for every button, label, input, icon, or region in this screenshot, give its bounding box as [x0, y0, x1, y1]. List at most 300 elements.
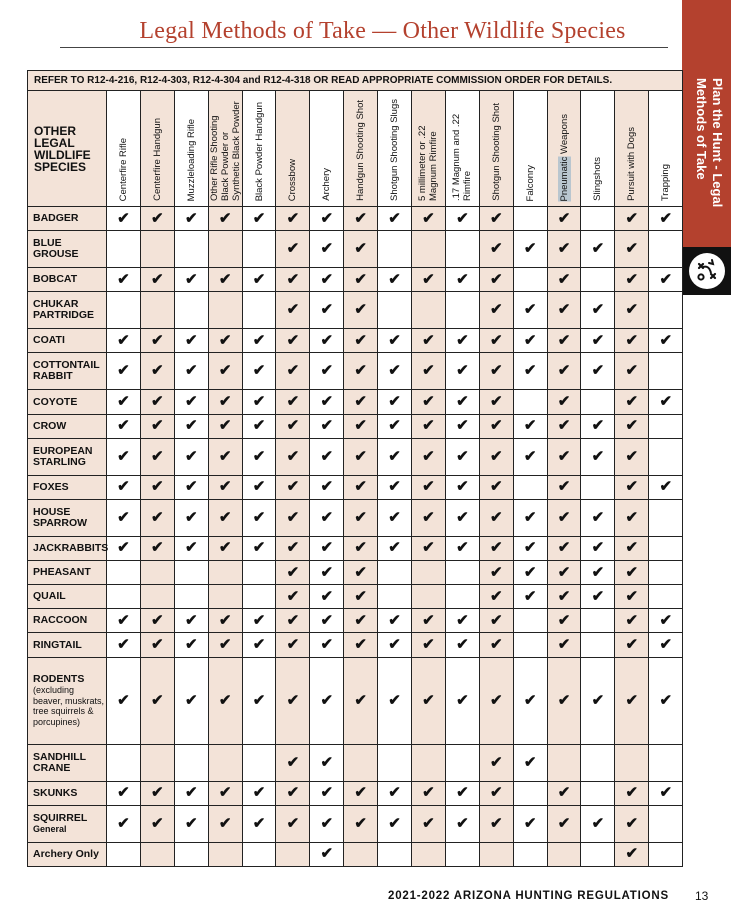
check-mark: ✔ [310, 842, 344, 866]
table-row [28, 268, 683, 292]
check-mark: ✔ [140, 609, 174, 633]
check-mark: ✔ [310, 292, 344, 329]
empty-cell [242, 231, 276, 268]
check-mark: ✔ [479, 390, 513, 414]
check-mark: ✔ [242, 499, 276, 536]
check-mark: ✔ [412, 390, 446, 414]
check-mark: ✔ [479, 536, 513, 560]
check-mark: ✔ [140, 633, 174, 657]
check-mark: ✔ [581, 438, 615, 475]
check-mark: ✔ [412, 499, 446, 536]
check-mark: ✔ [547, 353, 581, 390]
check-mark: ✔ [412, 329, 446, 353]
empty-cell [174, 842, 208, 866]
empty-cell [615, 744, 649, 781]
check-mark: ✔ [174, 609, 208, 633]
check-mark: ✔ [140, 657, 174, 744]
check-mark: ✔ [615, 781, 649, 805]
check-mark: ✔ [445, 353, 479, 390]
check-mark: ✔ [310, 207, 344, 231]
title-divider [60, 47, 668, 48]
check-mark: ✔ [242, 390, 276, 414]
check-mark: ✔ [412, 536, 446, 560]
empty-cell [445, 744, 479, 781]
check-mark: ✔ [174, 657, 208, 744]
check-mark: ✔ [140, 475, 174, 499]
check-mark: ✔ [344, 561, 378, 585]
species-label [28, 329, 107, 353]
empty-cell [208, 744, 242, 781]
check-mark: ✔ [615, 842, 649, 866]
check-mark: ✔ [208, 475, 242, 499]
check-mark: ✔ [310, 744, 344, 781]
check-mark: ✔ [242, 329, 276, 353]
check-mark: ✔ [344, 207, 378, 231]
check-mark: ✔ [412, 657, 446, 744]
empty-cell [581, 268, 615, 292]
methods-of-take-table [27, 70, 683, 867]
check-mark: ✔ [140, 329, 174, 353]
check-mark: ✔ [378, 657, 412, 744]
check-mark: ✔ [547, 231, 581, 268]
empty-cell [412, 744, 446, 781]
column-header [445, 91, 479, 207]
empty-cell [513, 390, 547, 414]
check-mark: ✔ [208, 609, 242, 633]
check-mark: ✔ [615, 438, 649, 475]
check-mark: ✔ [107, 438, 141, 475]
check-mark: ✔ [344, 536, 378, 560]
table-row [28, 329, 683, 353]
check-mark: ✔ [344, 231, 378, 268]
check-mark: ✔ [344, 353, 378, 390]
table-row [28, 657, 683, 744]
check-mark: ✔ [479, 414, 513, 438]
empty-cell [513, 781, 547, 805]
species-label [28, 475, 107, 499]
empty-cell [378, 744, 412, 781]
empty-cell [513, 633, 547, 657]
table-row [28, 781, 683, 805]
check-mark: ✔ [242, 353, 276, 390]
check-mark: ✔ [378, 475, 412, 499]
check-mark: ✔ [479, 499, 513, 536]
empty-cell [378, 842, 412, 866]
check-mark: ✔ [174, 353, 208, 390]
species-label [28, 231, 107, 268]
check-mark: ✔ [140, 268, 174, 292]
species-label [28, 781, 107, 805]
check-mark: ✔ [107, 781, 141, 805]
empty-cell [581, 390, 615, 414]
section-tab-label: Plan the Hunt - Legal Methods of Take [694, 78, 725, 208]
empty-cell [107, 231, 141, 268]
check-mark: ✔ [615, 499, 649, 536]
check-mark: ✔ [547, 633, 581, 657]
check-mark: ✔ [344, 805, 378, 842]
species-name: CROW [33, 419, 67, 432]
check-mark: ✔ [140, 390, 174, 414]
check-mark: ✔ [310, 585, 344, 609]
species-label [28, 633, 107, 657]
check-mark: ✔ [140, 781, 174, 805]
check-mark: ✔ [107, 499, 141, 536]
check-mark: ✔ [140, 414, 174, 438]
column-header [547, 91, 581, 207]
check-mark: ✔ [547, 561, 581, 585]
page-title: Legal Methods of Take — Other Wildlife Species [139, 18, 626, 44]
page-number: 13 [695, 889, 709, 903]
column-header [649, 91, 683, 207]
column-header [107, 91, 141, 207]
species-label [28, 207, 107, 231]
empty-cell [649, 414, 683, 438]
species-name: SKUNKS [33, 786, 78, 799]
check-mark: ✔ [208, 438, 242, 475]
check-mark: ✔ [513, 805, 547, 842]
check-mark: ✔ [547, 805, 581, 842]
check-mark: ✔ [615, 353, 649, 390]
check-mark: ✔ [513, 536, 547, 560]
check-mark: ✔ [513, 329, 547, 353]
empty-cell [581, 744, 615, 781]
check-mark: ✔ [310, 438, 344, 475]
check-mark: ✔ [513, 499, 547, 536]
check-mark: ✔ [310, 329, 344, 353]
check-mark: ✔ [445, 414, 479, 438]
check-mark: ✔ [174, 414, 208, 438]
check-mark: ✔ [174, 536, 208, 560]
check-mark: ✔ [581, 499, 615, 536]
check-mark: ✔ [276, 805, 310, 842]
check-mark: ✔ [547, 609, 581, 633]
check-mark: ✔ [242, 207, 276, 231]
check-mark: ✔ [445, 499, 479, 536]
check-mark: ✔ [174, 475, 208, 499]
check-mark: ✔ [378, 536, 412, 560]
check-mark: ✔ [276, 475, 310, 499]
check-mark: ✔ [649, 329, 683, 353]
check-mark: ✔ [615, 414, 649, 438]
check-mark: ✔ [581, 585, 615, 609]
check-mark: ✔ [107, 207, 141, 231]
check-mark: ✔ [649, 475, 683, 499]
empty-cell [378, 231, 412, 268]
column-header [378, 91, 412, 207]
check-mark: ✔ [208, 414, 242, 438]
column-header [615, 91, 649, 207]
footer-title: 2021-2022 ARIZONA HUNTING REGULATIONS [388, 890, 669, 902]
check-mark: ✔ [412, 268, 446, 292]
check-mark: ✔ [174, 329, 208, 353]
species-label [28, 353, 107, 390]
check-mark: ✔ [445, 805, 479, 842]
species-label [28, 561, 107, 585]
empty-cell [208, 585, 242, 609]
table-row [28, 207, 683, 231]
check-mark: ✔ [513, 561, 547, 585]
check-mark: ✔ [513, 657, 547, 744]
check-mark: ✔ [242, 268, 276, 292]
check-mark: ✔ [310, 561, 344, 585]
column-header-label: .17 Magnum and .22 Rimfire [451, 113, 474, 201]
empty-cell [581, 842, 615, 866]
species-name: RACCOON [33, 614, 88, 627]
empty-cell [581, 633, 615, 657]
empty-cell [513, 268, 547, 292]
check-mark: ✔ [479, 585, 513, 609]
empty-cell [208, 231, 242, 268]
empty-cell [107, 842, 141, 866]
check-mark: ✔ [581, 805, 615, 842]
species-name: COTTONTAIL RABBIT [33, 359, 100, 383]
empty-cell [649, 292, 683, 329]
column-header [581, 91, 615, 207]
table-row [28, 633, 683, 657]
empty-cell [276, 842, 310, 866]
empty-cell [479, 842, 513, 866]
empty-cell [174, 744, 208, 781]
check-mark: ✔ [378, 390, 412, 414]
empty-cell [378, 292, 412, 329]
empty-cell [242, 292, 276, 329]
species-name: COYOTE [33, 395, 78, 408]
check-mark: ✔ [378, 781, 412, 805]
empty-cell [242, 561, 276, 585]
check-mark: ✔ [649, 609, 683, 633]
empty-cell [581, 475, 615, 499]
check-mark: ✔ [107, 475, 141, 499]
species-label [28, 805, 107, 842]
check-mark: ✔ [378, 633, 412, 657]
check-mark: ✔ [615, 329, 649, 353]
check-mark: ✔ [615, 390, 649, 414]
check-mark: ✔ [208, 633, 242, 657]
check-mark: ✔ [174, 499, 208, 536]
check-mark: ✔ [344, 499, 378, 536]
empty-cell [649, 438, 683, 475]
species-name: RINGTAIL [33, 638, 82, 651]
species-label [28, 390, 107, 414]
check-mark: ✔ [276, 390, 310, 414]
check-mark: ✔ [378, 609, 412, 633]
check-mark: ✔ [615, 657, 649, 744]
check-mark: ✔ [479, 633, 513, 657]
column-header [513, 91, 547, 207]
empty-cell [208, 842, 242, 866]
check-mark: ✔ [615, 609, 649, 633]
check-mark: ✔ [174, 805, 208, 842]
empty-cell [581, 207, 615, 231]
check-mark: ✔ [242, 414, 276, 438]
check-mark: ✔ [615, 536, 649, 560]
game-plan-icon-svg [689, 253, 725, 289]
empty-cell [140, 231, 174, 268]
check-mark: ✔ [412, 633, 446, 657]
check-mark: ✔ [344, 475, 378, 499]
check-mark: ✔ [547, 438, 581, 475]
species-name: SQUIRREL [33, 811, 88, 824]
column-header-label: Other Rifle Shooting Black Powder or Synthetic Black Powder [208, 101, 242, 201]
check-mark: ✔ [174, 781, 208, 805]
check-mark: ✔ [107, 414, 141, 438]
empty-cell [412, 231, 446, 268]
check-mark: ✔ [479, 475, 513, 499]
table-row [28, 438, 683, 475]
empty-cell [649, 231, 683, 268]
species-column-header: OTHER LEGAL WILDLIFE SPECIES [28, 91, 107, 207]
check-mark: ✔ [208, 805, 242, 842]
check-mark: ✔ [276, 744, 310, 781]
check-mark: ✔ [615, 633, 649, 657]
check-mark: ✔ [208, 329, 242, 353]
check-mark: ✔ [513, 414, 547, 438]
table-row [28, 499, 683, 536]
check-mark: ✔ [344, 268, 378, 292]
check-mark: ✔ [276, 292, 310, 329]
check-mark: ✔ [412, 207, 446, 231]
check-mark: ✔ [378, 268, 412, 292]
empty-cell [649, 353, 683, 390]
check-mark: ✔ [107, 390, 141, 414]
empty-cell [445, 561, 479, 585]
check-mark: ✔ [479, 353, 513, 390]
check-mark: ✔ [445, 536, 479, 560]
check-mark: ✔ [547, 268, 581, 292]
check-mark: ✔ [242, 633, 276, 657]
column-header-label: Pursuit with Dogs [626, 127, 638, 201]
empty-cell [107, 585, 141, 609]
empty-cell [649, 842, 683, 866]
check-mark: ✔ [276, 268, 310, 292]
empty-cell [581, 609, 615, 633]
column-header-label: Trapping [660, 163, 672, 201]
check-mark: ✔ [140, 353, 174, 390]
column-header-label: Slingshots [592, 157, 604, 201]
empty-cell [140, 561, 174, 585]
table-row [28, 475, 683, 499]
species-name: RODENTS [33, 673, 85, 686]
check-mark: ✔ [649, 633, 683, 657]
check-mark: ✔ [276, 781, 310, 805]
check-mark: ✔ [208, 657, 242, 744]
species-label [28, 414, 107, 438]
check-mark: ✔ [547, 207, 581, 231]
check-mark: ✔ [276, 561, 310, 585]
check-mark: ✔ [107, 633, 141, 657]
check-mark: ✔ [378, 438, 412, 475]
check-mark: ✔ [140, 207, 174, 231]
table-row [28, 292, 683, 329]
species-label [28, 609, 107, 633]
check-mark: ✔ [615, 268, 649, 292]
empty-cell [378, 585, 412, 609]
column-header [412, 91, 446, 207]
species-label [28, 585, 107, 609]
check-mark: ✔ [208, 390, 242, 414]
empty-cell [140, 744, 174, 781]
highlighted-text: Pneumatic [558, 156, 570, 201]
check-mark: ✔ [581, 561, 615, 585]
empty-cell [513, 609, 547, 633]
empty-cell [107, 744, 141, 781]
column-header [479, 91, 513, 207]
empty-cell [378, 561, 412, 585]
check-mark: ✔ [276, 499, 310, 536]
check-mark: ✔ [547, 657, 581, 744]
table-row [28, 561, 683, 585]
check-mark: ✔ [310, 268, 344, 292]
check-mark: ✔ [513, 231, 547, 268]
column-header-label: Archery [321, 168, 333, 201]
check-mark: ✔ [513, 353, 547, 390]
empty-cell [649, 744, 683, 781]
check-mark: ✔ [310, 536, 344, 560]
species-note: General [33, 823, 67, 834]
column-header-label: Handgun Shooting Shot [355, 100, 367, 201]
species-name: SANDHILL CRANE [33, 750, 86, 774]
column-header [140, 91, 174, 207]
check-mark: ✔ [513, 744, 547, 781]
species-name: CHUKAR PARTRIDGE [33, 298, 95, 322]
species-name: EUROPEAN STARLING [33, 444, 93, 468]
column-header-row [28, 91, 683, 207]
check-mark: ✔ [479, 231, 513, 268]
check-mark: ✔ [581, 536, 615, 560]
check-mark: ✔ [344, 633, 378, 657]
table-row [28, 842, 683, 866]
column-header-label: Pneumatic Weapons [558, 113, 570, 201]
game-plan-icon [689, 253, 725, 289]
empty-cell [412, 842, 446, 866]
empty-cell [174, 561, 208, 585]
check-mark: ✔ [479, 805, 513, 842]
empty-cell [140, 292, 174, 329]
species-label [28, 438, 107, 475]
column-header [174, 91, 208, 207]
check-mark: ✔ [547, 499, 581, 536]
species-name: COATI [33, 334, 65, 347]
check-mark: ✔ [242, 475, 276, 499]
check-mark: ✔ [378, 499, 412, 536]
check-mark: ✔ [276, 414, 310, 438]
check-mark: ✔ [174, 207, 208, 231]
check-mark: ✔ [581, 353, 615, 390]
check-mark: ✔ [208, 536, 242, 560]
check-mark: ✔ [310, 805, 344, 842]
check-mark: ✔ [581, 657, 615, 744]
empty-cell [649, 585, 683, 609]
empty-cell [344, 842, 378, 866]
check-mark: ✔ [140, 536, 174, 560]
check-mark: ✔ [513, 585, 547, 609]
check-mark: ✔ [649, 207, 683, 231]
check-mark: ✔ [412, 805, 446, 842]
check-mark: ✔ [479, 207, 513, 231]
check-mark: ✔ [479, 781, 513, 805]
species-label [28, 268, 107, 292]
check-mark: ✔ [174, 438, 208, 475]
check-mark: ✔ [445, 390, 479, 414]
check-mark: ✔ [378, 353, 412, 390]
check-mark: ✔ [344, 585, 378, 609]
empty-cell [513, 207, 547, 231]
empty-cell [107, 561, 141, 585]
check-mark: ✔ [242, 805, 276, 842]
check-mark: ✔ [615, 207, 649, 231]
check-mark: ✔ [242, 657, 276, 744]
table-row [28, 805, 683, 842]
